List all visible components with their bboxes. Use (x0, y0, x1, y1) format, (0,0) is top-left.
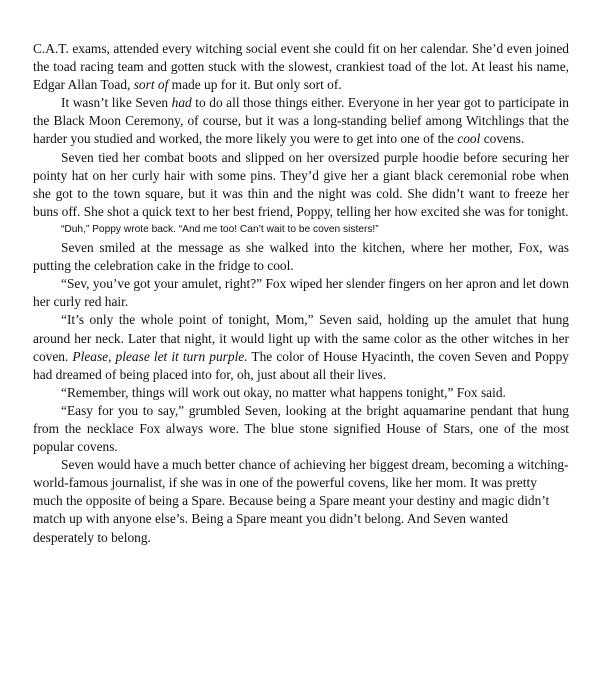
italic-text: Please, please let it turn purple. (72, 348, 248, 364)
italic-text: sort of (133, 77, 169, 93)
paragraph (33, 149, 569, 221)
text-run: “It’s only the whole point of tonight, Mom,” Seven said, holding up the amulet that hung around her neck. Later that night, it would light up with the same color as the other witches in her coven. (33, 312, 569, 364)
text-run: “Duh,” Poppy wrote back. “And me too! Can’t wait to be coven sisters!” (61, 223, 379, 235)
text-run: “Sev, you’ve got your amulet, right?” Fox wiped her slender fingers on her apron and let down her curly red hair. (33, 276, 569, 310)
paragraph (33, 402, 569, 456)
paragraph (33, 239, 569, 275)
paragraph (33, 311, 569, 383)
text-run: The color of House Hyacinth, the coven Seven and Poppy had dreamed of being placed into for, oh, just about all their lives. (33, 348, 569, 382)
text-message-line (33, 221, 569, 239)
paragraph (33, 275, 569, 311)
text-run: It wasn’t like Seven (61, 95, 172, 111)
text-run: Seven tied her combat boots and slipped on her oversized purple hoodie before securing her pointy hat on her curly hair with some pins. They’d give her a giant black ceremonial robe when she got to the town square, but it was thin and the night was cold. She didn’t want to freeze her buns off. She shot a quick text to her best friend, Poppy, telling her how excited she was for tonight. (33, 149, 569, 219)
paragraph (33, 94, 569, 148)
paragraph (33, 456, 569, 546)
text-run: covens. (480, 131, 525, 147)
paragraph (33, 40, 569, 94)
paragraph (33, 384, 569, 402)
text-run: Seven smiled at the message as she walked into the kitchen, where her mother, Fox, was putting the celebration cake in the fridge to cool. (33, 240, 569, 274)
text-run: “Easy for you to say,” grumbled Seven, looking at the bright aquamarine pendant that hung from the necklace Fox always wore. The blue stone signified House of Stars, one of the most popular covens. (33, 402, 569, 455)
book-page (33, 40, 569, 547)
text-run: to do all those things either. Everyone in her year got to participate in the Black Moon Ceremony, of course, but it was a long-standing belief among Witchlings that the harder you studied and worked, the more likely you were to get into one of the (33, 95, 569, 147)
italic-text: cool (457, 131, 481, 147)
text-run: made up for it. But only sort of. (168, 77, 342, 93)
text-run: Seven would have a much better chance of achieving her biggest dream, becoming a witching-world-famous journalist, if she was in one of the powerful covens, like her mom. It was pretty much the opposite of being a Spare. Because being a Spare meant your destiny and magic didn’t match up with anyone else’s. Being a Spare meant you didn’t belong. And Seven wanted desperately to belong. (33, 457, 569, 545)
text-run: C.A.T. exams, attended every witching social event she could fit on her calendar. She’d even joined the toad racing team and gotten stuck with the slowest, crankiest toad of the lot. At least his name, Edgar Allan Toad, (33, 41, 569, 93)
italic-text: had (171, 95, 192, 111)
text-run: “Remember, things will work out okay, no matter what happens tonight,” Fox said. (61, 384, 506, 400)
